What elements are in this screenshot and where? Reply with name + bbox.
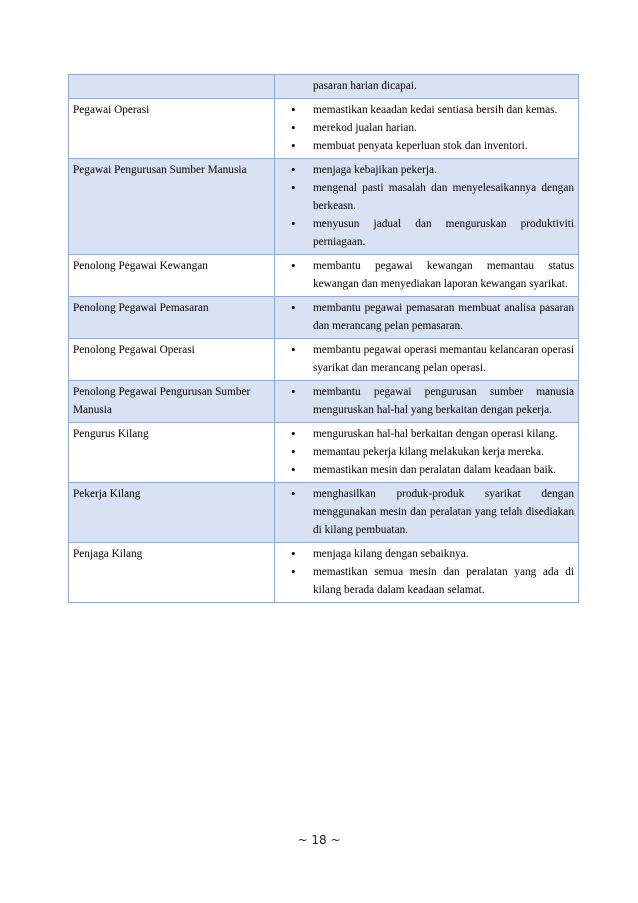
duties-cell: [275, 423, 579, 483]
duty-item: • membantu pegawai pemasaran membuat analisa pasaran dan merancang pelan pemasaran.: [279, 299, 574, 335]
table-row: [69, 381, 579, 423]
role-cell: Pegawai Operasi: [69, 99, 275, 159]
role-cell: [69, 75, 275, 99]
table-row: [69, 75, 579, 99]
job-duties-table: [68, 74, 579, 603]
duty-list: [279, 383, 574, 419]
duty-item: • membantu pegawai kewangan memantau status kewangan dan menyediakan laporan kewangan syarikat.: [279, 257, 574, 293]
duties-cell: [275, 75, 579, 99]
duty-list: [279, 545, 574, 599]
duty-item: • menjaga kebajikan pekerja.: [279, 161, 574, 179]
duty-list: [279, 485, 574, 539]
duty-item: • memastikan keaadan kedai sentiasa bersih dan kemas.: [279, 101, 574, 119]
duty-item: • menjaga kilang dengan sebaiknya.: [279, 545, 574, 563]
duties-cell: [275, 99, 579, 159]
role-cell: Pekerja Kilang: [69, 483, 275, 543]
role-cell: Penjaga Kilang: [69, 543, 275, 603]
duty-list: [279, 101, 574, 155]
duty-item: • membuat penyata keperluan stok dan inventori.: [279, 137, 574, 155]
duty-list: [279, 341, 574, 377]
duty-item: • merekod jualan harian.: [279, 119, 574, 137]
role-cell: Pegawai Pengurusan Sumber Manusia: [69, 159, 275, 255]
page-number: ~ 18 ~: [297, 833, 341, 847]
table-row: [69, 99, 579, 159]
table-row: [69, 255, 579, 297]
duty-list: [279, 299, 574, 335]
duty-item: • menguruskan hal-hal berkaitan dengan operasi kilang.: [279, 425, 574, 443]
duty-item: • menyusun jadual dan menguruskan produktiviti perniagaan.: [279, 215, 574, 251]
table-row: [69, 339, 579, 381]
duty-continuation: pasaran harian dicapai.: [313, 80, 417, 92]
table-row: [69, 297, 579, 339]
role-cell: Pengurus Kilang: [69, 423, 275, 483]
role-cell: Penolong Pegawai Pemasaran: [69, 297, 275, 339]
duties-cell: [275, 543, 579, 603]
duties-cell: [275, 483, 579, 543]
table-row: [69, 543, 579, 603]
duty-item: • menghasilkan produk-produk syarikat dengan menggunakan mesin dan peralatan yang telah disediakan di kilang pembuatan.: [279, 485, 574, 539]
duty-item: • memantau pekerja kilang melakukan kerja mereka.: [279, 443, 574, 461]
duties-cell: [275, 159, 579, 255]
duty-item: • memastikan semua mesin dan peralatan yang ada di kilang berada dalam keadaan selamat.: [279, 563, 574, 599]
table-row: [69, 423, 579, 483]
duty-item: • memastikan mesin dan peralatan dalam keadaan baik.: [279, 461, 574, 479]
duties-cell: [275, 255, 579, 297]
duty-list: [279, 161, 574, 251]
duty-item: • mengenal pasti masalah dan menyelesaikannya dengan berkeasn.: [279, 179, 574, 215]
role-cell: Penolong Pegawai Operasi: [69, 339, 275, 381]
duty-item: • membantu pegawai operasi memantau kelancaran operasi syarikat dan merancang pelan operasi.: [279, 341, 574, 377]
duty-list: [279, 257, 574, 293]
duty-list: [279, 425, 574, 479]
duties-cell: [275, 381, 579, 423]
role-cell: Penolong Pegawai Kewangan: [69, 255, 275, 297]
table-row: [69, 159, 579, 255]
role-cell: Penolong Pegawai Pengurusan Sumber Manusia: [69, 381, 275, 423]
table-row: [69, 483, 579, 543]
duties-cell: [275, 297, 579, 339]
duties-cell: [275, 339, 579, 381]
duty-item: • membantu pegawai pengurusan sumber manusia menguruskan hal-hal yang berkaitan dengan pekerja.: [279, 383, 574, 419]
